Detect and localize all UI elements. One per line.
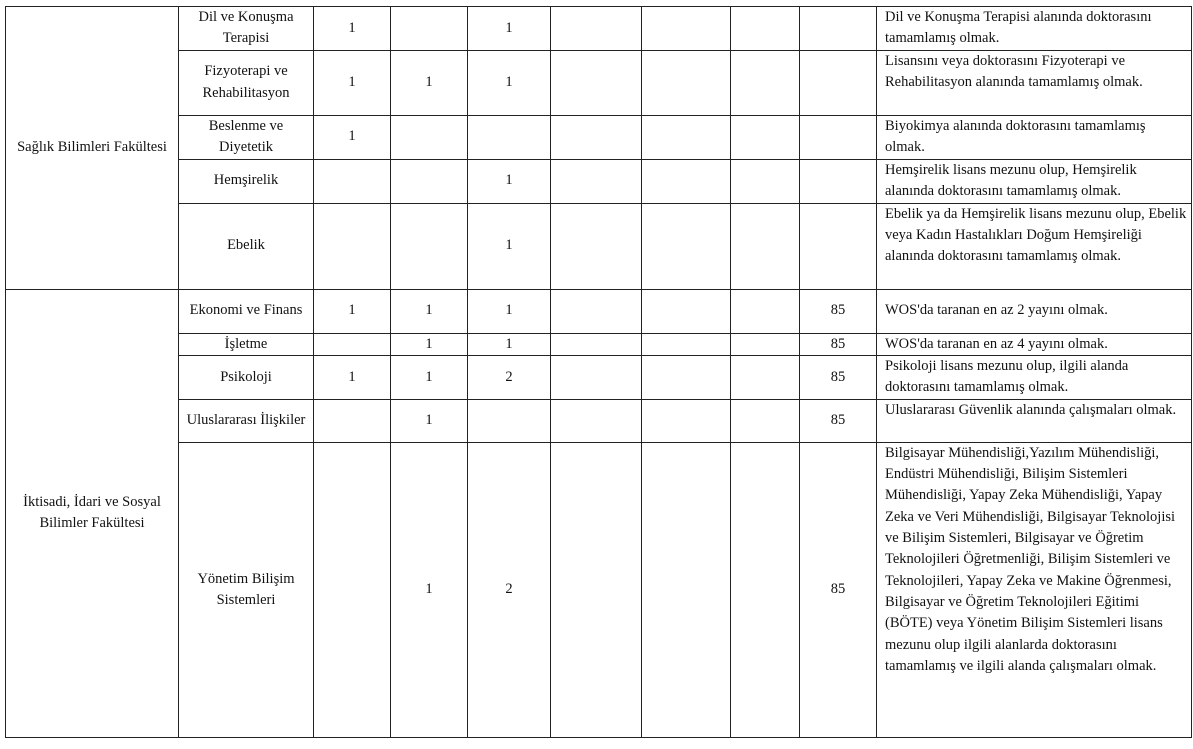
department-name-cell: Beslenme ve Diyetetik <box>179 115 314 159</box>
count-cell <box>642 50 731 115</box>
count-cell <box>642 203 731 289</box>
count-cell: 1 <box>468 50 551 115</box>
count-cell <box>642 289 731 333</box>
faculty-name-cell: İktisadi, İdari ve Sosyal Bilimler Fakültesi <box>6 289 179 737</box>
count-cell: 1 <box>391 399 468 442</box>
count-cell <box>391 115 468 159</box>
score-cell <box>800 115 877 159</box>
requirement-description-cell: Hemşirelik lisans mezunu olup, Hemşirelik alanında doktorasını tamamlamış olmak. <box>877 159 1192 203</box>
count-cell <box>642 442 731 737</box>
count-cell <box>551 50 642 115</box>
table-row <box>6 159 1192 203</box>
count-cell <box>642 333 731 355</box>
count-cell <box>551 333 642 355</box>
count-cell: 1 <box>391 289 468 333</box>
table-row <box>6 399 1192 442</box>
count-cell: 2 <box>468 442 551 737</box>
count-cell <box>731 289 800 333</box>
count-cell: 1 <box>468 333 551 355</box>
score-cell <box>800 203 877 289</box>
count-cell <box>391 159 468 203</box>
score-cell <box>800 159 877 203</box>
table-row <box>6 289 1192 333</box>
count-cell <box>314 159 391 203</box>
count-cell <box>314 399 391 442</box>
count-cell <box>551 355 642 399</box>
count-cell <box>551 289 642 333</box>
count-cell: 1 <box>314 50 391 115</box>
count-cell: 1 <box>468 159 551 203</box>
count-cell <box>642 159 731 203</box>
requirement-description-cell: Dil ve Konuşma Terapisi alanında doktorasını tamamlamış olmak. <box>877 7 1192 51</box>
requirement-description-cell: Bilgisayar Mühendisliği,Yazılım Mühendisliği, Endüstri Mühendisliği, Bilişim Sistemleri Mühendisliği, Yapay Zeka Mühendisliği, Yapay Zeka ve Veri Mühendisliği, Bilgisayar Teknolojisi ve Bilişim Sistemleri, Bilgisayar ve Öğretim Teknolojileri Öğretmenliği, Bilişim Sistemleri ve Teknolojileri, Yapay Zeka ve Makine Öğrenmesi, Bilgisayar ve Öğretim Teknolojileri Eğitimi (BÖTE) veya Yönetim Bilişim Sistemleri lisans mezunu olup ilgili alanlarda doktorasını tamamlamış ve ilgili alanda çalışmaları olmak. <box>877 442 1192 737</box>
requirement-description-cell: Uluslararası Güvenlik alanında çalışmaları olmak. <box>877 399 1192 442</box>
count-cell: 1 <box>391 355 468 399</box>
count-cell <box>391 203 468 289</box>
score-cell: 85 <box>800 355 877 399</box>
staff-requirements-table <box>5 6 1192 738</box>
score-cell: 85 <box>800 399 877 442</box>
count-cell <box>731 7 800 51</box>
count-cell <box>642 7 731 51</box>
count-cell: 1 <box>391 333 468 355</box>
count-cell <box>731 159 800 203</box>
department-name-cell: Yönetim Bilişim Sistemleri <box>179 442 314 737</box>
count-cell <box>551 203 642 289</box>
count-cell <box>468 115 551 159</box>
count-cell <box>731 355 800 399</box>
count-cell <box>731 115 800 159</box>
count-cell: 1 <box>314 115 391 159</box>
count-cell <box>314 203 391 289</box>
table-row <box>6 442 1192 737</box>
count-cell <box>468 399 551 442</box>
requirement-description-cell: Biyokimya alanında doktorasını tamamlamış olmak. <box>877 115 1192 159</box>
table-row <box>6 115 1192 159</box>
department-name-cell: İşletme <box>179 333 314 355</box>
count-cell <box>314 333 391 355</box>
count-cell: 1 <box>391 50 468 115</box>
score-cell: 85 <box>800 289 877 333</box>
score-cell: 85 <box>800 333 877 355</box>
department-name-cell: Ekonomi ve Finans <box>179 289 314 333</box>
count-cell: 1 <box>391 442 468 737</box>
score-cell <box>800 50 877 115</box>
requirement-description-cell: WOS'da taranan en az 2 yayını olmak. <box>877 289 1192 333</box>
score-cell: 85 <box>800 442 877 737</box>
table-row <box>6 203 1192 289</box>
count-cell <box>642 355 731 399</box>
department-name-cell: Uluslararası İlişkiler <box>179 399 314 442</box>
count-cell <box>642 399 731 442</box>
count-cell: 1 <box>314 355 391 399</box>
department-name-cell: Hemşirelik <box>179 159 314 203</box>
count-cell: 1 <box>314 7 391 51</box>
faculty-name-cell: Sağlık Bilimleri Fakültesi <box>6 7 179 290</box>
count-cell: 1 <box>314 289 391 333</box>
count-cell <box>551 399 642 442</box>
count-cell: 1 <box>468 7 551 51</box>
count-cell <box>731 50 800 115</box>
department-name-cell: Dil ve Konuşma Terapisi <box>179 7 314 51</box>
count-cell <box>731 203 800 289</box>
department-name-cell: Psikoloji <box>179 355 314 399</box>
count-cell <box>551 442 642 737</box>
count-cell <box>551 115 642 159</box>
department-name-cell: Fizyoterapi ve Rehabilitasyon <box>179 50 314 115</box>
score-cell <box>800 7 877 51</box>
table-row <box>6 50 1192 115</box>
count-cell <box>391 7 468 51</box>
count-cell <box>642 115 731 159</box>
count-cell <box>551 7 642 51</box>
requirement-description-cell: WOS'da taranan en az 4 yayını olmak. <box>877 333 1192 355</box>
count-cell <box>731 333 800 355</box>
count-cell <box>551 159 642 203</box>
table-row <box>6 333 1192 355</box>
count-cell <box>731 399 800 442</box>
table-row <box>6 7 1192 51</box>
count-cell: 1 <box>468 289 551 333</box>
count-cell <box>314 442 391 737</box>
count-cell <box>731 442 800 737</box>
count-cell: 2 <box>468 355 551 399</box>
requirement-description-cell: Ebelik ya da Hemşirelik lisans mezunu olup, Ebelik veya Kadın Hastalıkları Doğum Hemşireliği alanında doktorasını tamamlamış olmak. <box>877 203 1192 289</box>
table-row <box>6 355 1192 399</box>
requirement-description-cell: Psikoloji lisans mezunu olup, ilgili alanda doktorasını tamamlamış olmak. <box>877 355 1192 399</box>
department-name-cell: Ebelik <box>179 203 314 289</box>
requirement-description-cell: Lisansını veya doktorasını Fizyoterapi ve Rehabilitasyon alanında tamamlamış olmak. <box>877 50 1192 115</box>
count-cell: 1 <box>468 203 551 289</box>
